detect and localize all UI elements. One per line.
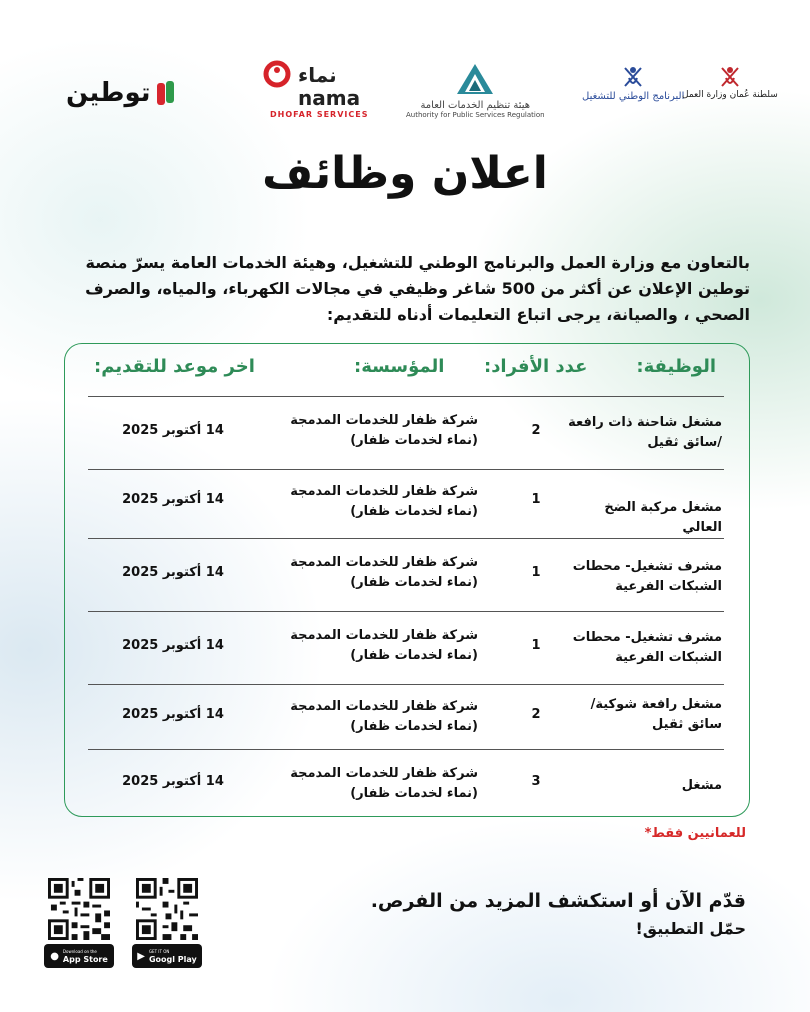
app-store-badge[interactable] xyxy=(44,944,114,968)
row-deadline: 14 أكتوبر 2025 xyxy=(122,492,224,507)
nama-arabic-name: نماء xyxy=(298,63,337,87)
row-org: شركة ظفار للخدمات المدمجة (نماء لخدمات ظفار) xyxy=(290,699,478,734)
psr-english-name: Authority for Public Services Regulation xyxy=(406,111,545,119)
tawteen-logo xyxy=(66,78,175,108)
row-deadline: 14 أكتوبر 2025 xyxy=(122,423,224,438)
table-row xyxy=(88,612,724,685)
row-count: 1 xyxy=(531,565,541,580)
row-deadline: 14 أكتوبر 2025 xyxy=(122,565,224,580)
psr-arabic-name: هيئة تنظيم الخدمات العامة xyxy=(420,100,531,111)
row-org: شركة ظفار للخدمات المدمجة (نماء لخدمات ظفار) xyxy=(290,555,478,590)
row-org: شركة ظفار للخدمات المدمجة (نماء لخدمات ظفار) xyxy=(290,766,478,801)
table-row xyxy=(88,685,724,750)
apple-icon: ● xyxy=(50,950,59,962)
header-org: المؤسسة: xyxy=(354,356,445,377)
mol-arabic-name: سلطنة عُمان وزارة العمل xyxy=(682,90,778,100)
row-deadline: 14 أكتوبر 2025 xyxy=(122,707,224,722)
row-count: 2 xyxy=(531,707,541,722)
tawteen-mark-icon xyxy=(157,81,175,105)
nama-emblem-icon xyxy=(262,60,292,90)
nama-logo xyxy=(262,60,368,119)
row-count: 1 xyxy=(531,638,541,653)
psr-logo xyxy=(406,62,545,119)
appstore-small-text: Download on the xyxy=(62,949,97,954)
play-triangle-icon: ▶ xyxy=(137,950,145,962)
header-deadline: اخر موعد للتقديم: xyxy=(94,356,255,377)
cta-apply-text: قدّم الآن أو استكشف المزيد من الفرص. xyxy=(370,890,746,912)
row-job: مشرف تشغيل- محطات الشبكات الفرعية xyxy=(572,630,722,665)
table-row xyxy=(88,539,724,612)
table-headers xyxy=(0,356,810,386)
nama-english-name: nama xyxy=(298,86,361,110)
googleplay-big-text: Googl Play xyxy=(148,955,197,964)
table-row xyxy=(88,397,724,470)
psr-triangle-icon xyxy=(455,62,495,96)
row-count: 2 xyxy=(531,423,541,438)
row-job: مشرف تشغيل- محطات الشبكات الفرعية xyxy=(572,559,722,594)
row-org: شركة ظفار للخدمات المدمجة (نماء لخدمات ظفار) xyxy=(290,413,478,448)
nep-logo xyxy=(582,64,684,103)
nama-subtitle: DHOFAR SERVICES xyxy=(270,110,369,119)
row-org: شركة ظفار للخدمات المدمجة (نماء لخدمات ظفار) xyxy=(290,628,478,663)
call-to-action xyxy=(330,886,746,942)
nep-arabic-name: البرنامج الوطني للتشغيل xyxy=(582,91,685,102)
row-deadline: 14 أكتوبر 2025 xyxy=(122,638,224,653)
row-job: مشغل xyxy=(681,778,722,793)
row-job: مشغل رافعة شوكية/سائق ثقيل xyxy=(590,697,722,732)
page-title: اعلان وظائف xyxy=(262,148,548,199)
oman-emblem-red-icon xyxy=(718,64,742,90)
cta-download-text: حمّل التطبيق! xyxy=(635,919,746,938)
appstore-big-text: App Store xyxy=(62,955,108,964)
mol-logo xyxy=(682,64,778,101)
header-job: الوظيفة: xyxy=(636,356,716,377)
google-play-badge[interactable] xyxy=(132,944,202,968)
omanis-only-note: للعمانيين فقط* xyxy=(644,826,746,841)
table-row xyxy=(88,470,724,539)
row-deadline: 14 أكتوبر 2025 xyxy=(122,774,224,789)
googleplay-small-text: GET IT ON xyxy=(148,949,170,954)
row-job: مشغل مركبة الضخ العالي xyxy=(604,500,722,535)
row-count: 1 xyxy=(531,492,541,507)
intro-paragraph: بالتعاون مع وزارة العمل والبرنامج الوطني للتشغيل، وهيئة الخدمات العامة يسرّ منصة توطين الإعلان عن أكثر من 500 شاغر وظيفي في مجالات الكهرباء، والمياه، والصرف الصحي ، والصيانة، يرجى اتباع التعليمات أدناه للتقديم: xyxy=(85,253,750,324)
partner-logos xyxy=(0,58,810,128)
header-count: عدد الأفراد: xyxy=(484,356,588,377)
table-row xyxy=(88,750,724,810)
tawteen-wordmark: توطين xyxy=(66,78,151,108)
row-count: 3 xyxy=(531,774,541,789)
appstore-qr-code[interactable] xyxy=(48,878,110,940)
row-org: شركة ظفار للخدمات المدمجة (نماء لخدمات ظفار) xyxy=(290,484,478,519)
row-job: مشغل شاحنة ذات رافعة /سائق ثقيل xyxy=(568,415,722,450)
googleplay-qr-code[interactable] xyxy=(136,878,198,940)
oman-emblem-icon xyxy=(621,64,645,90)
